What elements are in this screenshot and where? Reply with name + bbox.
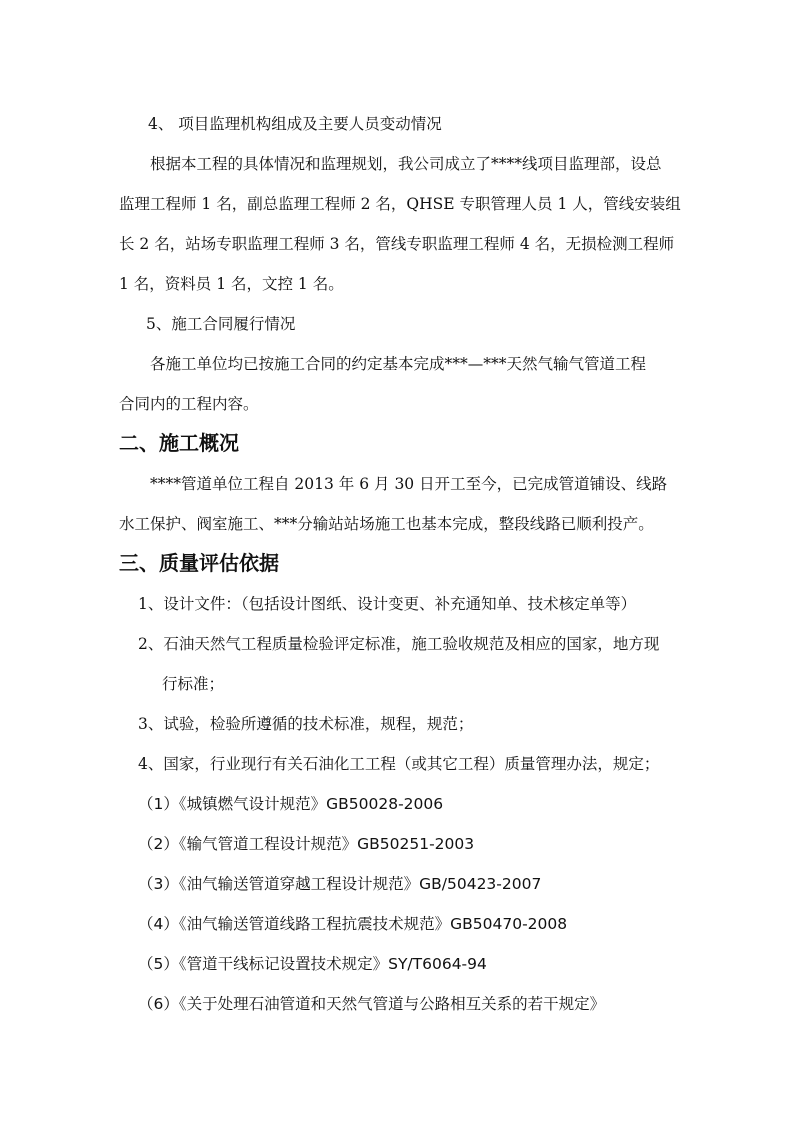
paragraph-line: 各施工单位均已按施工合同的约定基本完成***—***天然气输气管道工程: [150, 355, 647, 373]
reference-item: （4）《油气输送管道线路工程抗震技术规范》GB50470-2008: [138, 915, 568, 933]
reference-item: （1）《城镇燃气设计规范》GB50028-2006: [138, 795, 444, 813]
reference-item: （3）《油气输送管道穿越工程设计规范》GB/50423-2007: [138, 875, 542, 893]
paragraph-line: 长 2 名，站场专职监理工程师 3 名，管线专职监理工程师 4 名，无损检测工程师: [119, 235, 675, 253]
list-item: 1、设计文件：（包括设计图纸、设计变更、补充通知单、技术核定单等）: [138, 595, 637, 613]
reference-item: （6）《关于处理石油管道和天然气管道与公路相互关系的若干规定》: [138, 995, 606, 1013]
reference-item: （5）《管道干线标记设置技术规定》SY/T6064-94: [138, 955, 487, 973]
paragraph-line: 合同内的工程内容。: [119, 395, 259, 413]
reference-item: （2）《输气管道工程设计规范》GB50251-2003: [138, 835, 475, 853]
paragraph-line: 根据本工程的具体情况和监理规划，我公司成立了****线项目监理部，设总: [150, 155, 662, 173]
list-item: 4、国家，行业现行有关石油化工工程（或其它工程）质量管理办法，规定；: [138, 755, 660, 773]
paragraph-line: 监理工程师 1 名，副总监理工程师 2 名，QHSE 专职管理人员 1 人，管线安装组: [119, 195, 681, 213]
part-3-title: 三、质量评估依据: [119, 551, 279, 575]
section-5-heading: 5、施工合同履行情况: [146, 315, 296, 333]
list-item-continuation: 行标准；: [162, 675, 225, 693]
paragraph-line: 1 名，资料员 1 名，文控 1 名。: [119, 275, 344, 293]
part-2-title: 二、施工概况: [119, 431, 239, 455]
paragraph-line: 水工保护、阀室施工、***分输站站场施工也基本完成，整段线路已顺利投产。: [119, 515, 654, 533]
section-4-heading: 4、 项目监理机构组成及主要人员变动情况: [148, 115, 442, 133]
paragraph-line: ****管道单位工程自 2013 年 6 月 30 日开工至今，已完成管道铺设、线路: [150, 475, 668, 493]
list-item: 3、试验，检验所遵循的技术标准，规程，规范；: [138, 715, 474, 733]
list-item: 2、石油天然气工程质量检验评定标准，施工验收规范及相应的国家，地方现: [138, 635, 660, 653]
